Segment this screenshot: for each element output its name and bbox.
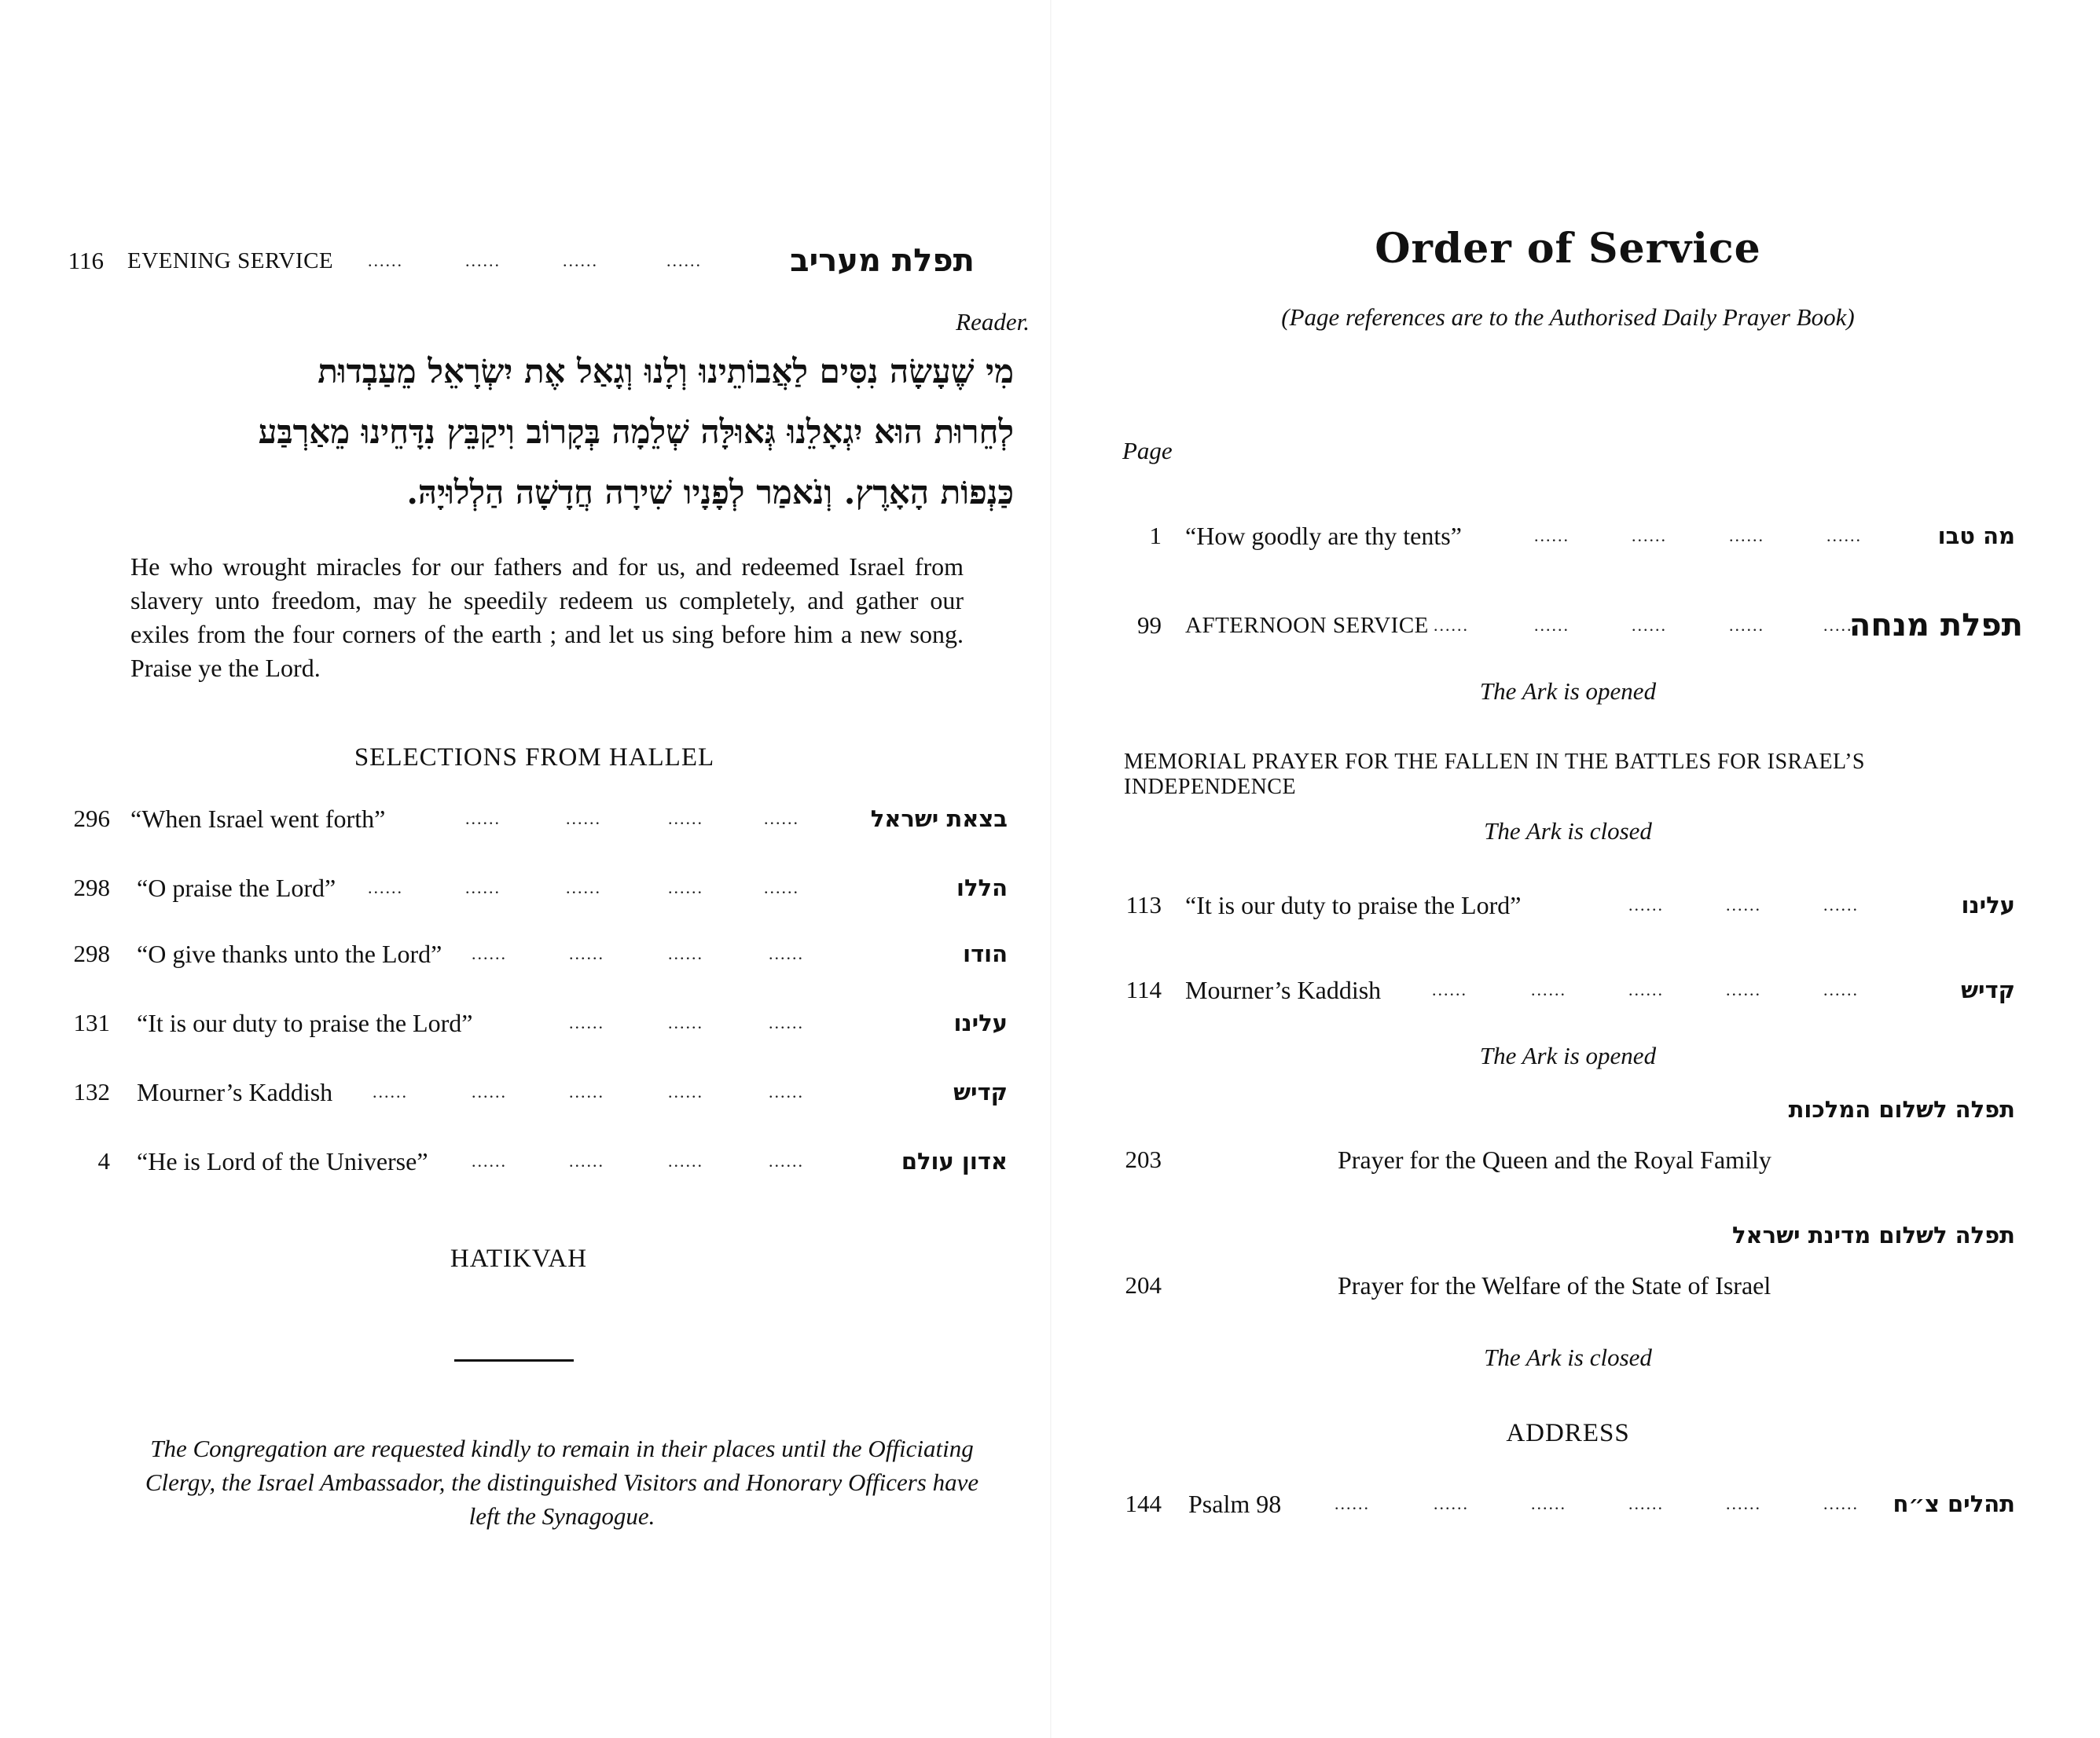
item-english: “When Israel went forth”	[130, 805, 386, 833]
leader-dots: ......	[569, 944, 604, 963]
list-item	[55, 930, 1008, 977]
leader-dots: ......	[666, 251, 702, 270]
closing-note: The Congregation are requested kindly to remain in their places until the Officiating Clergy, the Israel Ambassador, the distinguished Visitors and Honorary Officers have left the Synagogue.	[145, 1435, 979, 1530]
item-hebrew: אדון עולם	[901, 1148, 1008, 1175]
ark-closed-note: The Ark is closed	[1484, 1344, 1652, 1371]
leader-dots: ......	[764, 878, 799, 897]
header-title-hebrew: תפלת מעריב	[790, 243, 975, 279]
leader-dots: ......	[769, 1082, 804, 1102]
leader-dots: ......	[1628, 1494, 1664, 1513]
prayer-queen-hebrew: תפלה לשלום המלכות	[1788, 1096, 2015, 1123]
leader-dots: ......	[1823, 1494, 1859, 1513]
item-page: 132	[73, 1078, 110, 1106]
leader-dots: ......	[472, 944, 507, 963]
item-page: 204	[1125, 1271, 1162, 1299]
item-hebrew: בצאת ישראל	[870, 805, 1008, 832]
leader-dots: ......	[769, 1151, 804, 1171]
leader-dots: ......	[1823, 615, 1859, 635]
leader-dots: ......	[1531, 1494, 1566, 1513]
list-item	[1116, 602, 2023, 649]
blessing-line: כַּנְפוֹת הָאָרֶץ. וְנֹאמַר לְפָנָיו שִׁירָה חֲדָשָׁה הַלְלוּיָהּ.	[406, 473, 1014, 512]
blessing-translation: He who wrought miracles for our fathers and for us, and redeemed Israel from slavery unto freedom, may he speedily redeem us completely, and gather our exiles from the four corners of the earth ; and let us sing before him a new song. Praise ye the Lord.	[130, 552, 964, 682]
order-of-service-title: Order of Service	[1375, 225, 1761, 273]
item-english: “It is our duty to praise the Lord”	[1185, 891, 1522, 919]
leader-dots: ......	[1632, 615, 1667, 635]
ark-opened-note: The Ark is opened	[1479, 1042, 1657, 1069]
page-column-label: Page	[1122, 437, 1173, 464]
leader-dots: ......	[569, 1151, 604, 1171]
item-page: 203	[1125, 1146, 1162, 1173]
subtitle: (Page references are to the Authorised Daily Prayer Book)	[1281, 303, 1855, 331]
blessing-line: מִי שֶׁעָשָׂה נִסִּים לַאֲבוֹתֵינוּ וְלָנוּ וְגָאַל אֶת יִשְׂרָאֵל מֵעַבְדוּת	[318, 352, 1014, 390]
list-item	[1116, 1262, 2020, 1309]
list-item	[1116, 1136, 2020, 1183]
item-english: Mourner’s Kaddish	[137, 1078, 333, 1106]
leader-dots: ......	[668, 878, 703, 897]
leader-dots: ......	[566, 808, 601, 828]
leader-dots: ......	[368, 878, 403, 897]
leader-dots: ......	[465, 878, 501, 897]
list-item	[55, 1138, 1008, 1185]
leader-dots: ......	[1434, 615, 1469, 635]
leader-dots: ......	[764, 808, 799, 828]
hatikvah-heading: HATIKVAH	[450, 1245, 588, 1273]
divider-rule	[454, 1359, 574, 1362]
item-english: AFTERNOON SERVICE	[1185, 613, 1429, 638]
item-hebrew: תהלים צ״ח	[1893, 1490, 2015, 1517]
leader-dots: ......	[472, 1151, 507, 1171]
leader-dots: ......	[668, 1082, 703, 1102]
item-page: 113	[1125, 891, 1162, 918]
leader-dots: ......	[472, 1082, 507, 1102]
item-hebrew: הללו	[956, 874, 1008, 901]
item-english: “It is our duty to praise the Lord”	[137, 1009, 473, 1037]
leader-dots: ......	[668, 1013, 703, 1032]
item-hebrew: מה טבו	[1937, 522, 2015, 549]
item-hebrew: הודו	[963, 940, 1008, 967]
leader-dots: ......	[1823, 980, 1859, 999]
leader-dots: ......	[1534, 615, 1569, 635]
hallel-heading: SELECTIONS FROM HALLEL	[354, 743, 715, 772]
left-page	[55, 0, 1030, 1738]
memorial-prayer: MEMORIAL PRAYER FOR THE FALLEN IN THE BATTLES FOR ISRAEL’S INDEPENDENCE	[1124, 750, 1865, 799]
item-english: Psalm 98	[1188, 1490, 1282, 1518]
item-page: 144	[1125, 1490, 1162, 1517]
item-page: 298	[73, 940, 110, 967]
item-page: 1	[1149, 522, 1162, 549]
leader-dots: ......	[769, 944, 804, 963]
leader-dots: ......	[1726, 980, 1761, 999]
ark-opened-note: The Ark is opened	[1479, 677, 1657, 705]
right-page	[1116, 0, 2023, 1738]
item-english: “O give thanks unto the Lord”	[137, 940, 442, 968]
leader-dots: ......	[1729, 615, 1764, 635]
page-number: 116	[68, 247, 104, 274]
blessing-line: לְחֵרוּת הוּא יִגְאָלֵנוּ גְּאוּלָּה שְׁלֵמָה בְּקָרוֹב וִיקַבֵּץ נִדָּחֵינוּ מֵאַרְבַּע	[258, 412, 1014, 451]
item-hebrew: קדיש	[1961, 977, 2015, 1003]
prayer-israel-hebrew: תפלה לשלום מדינת ישראל	[1731, 1222, 2015, 1248]
item-english: Prayer for the Welfare of the State of Israel	[1338, 1271, 1771, 1300]
item-english: “He is Lord of the Universe”	[137, 1147, 428, 1175]
leader-dots: ......	[563, 251, 598, 270]
leader-dots: ......	[1335, 1494, 1370, 1513]
leader-dots: ......	[668, 1151, 703, 1171]
leader-dots: ......	[1726, 895, 1761, 915]
item-english: Mourner’s Kaddish	[1185, 976, 1382, 1004]
list-item	[55, 999, 1008, 1047]
address-heading: ADDRESS	[1506, 1419, 1630, 1447]
leader-dots: ......	[373, 1082, 408, 1102]
item-english: Prayer for the Queen and the Royal Family	[1338, 1146, 1771, 1174]
item-english: “O praise the Lord”	[137, 874, 336, 902]
leader-dots: ......	[1534, 526, 1569, 545]
leader-dots: ......	[368, 251, 403, 270]
item-page: 296	[73, 805, 110, 832]
item-hebrew: עלינו	[1961, 892, 2015, 918]
leader-dots: ......	[1531, 980, 1566, 999]
ark-closed-note: The Ark is closed	[1484, 817, 1652, 845]
item-page: 4	[97, 1147, 110, 1175]
list-item	[55, 864, 1008, 911]
leader-dots: ......	[1826, 526, 1862, 545]
leader-dots: ......	[1434, 1494, 1469, 1513]
page-header	[55, 237, 975, 284]
list-item	[1116, 1480, 2020, 1527]
header-title-english: EVENING SERVICE	[127, 248, 334, 273]
item-page: 298	[73, 874, 110, 901]
leader-dots: ......	[465, 251, 501, 270]
list-item	[55, 795, 1008, 842]
leader-dots: ......	[668, 944, 703, 963]
list-item	[1116, 966, 2020, 1014]
leader-dots: ......	[465, 808, 501, 828]
reader-label: Reader.	[956, 308, 1030, 336]
item-page: 114	[1125, 976, 1162, 1003]
leader-dots: ......	[569, 1013, 604, 1032]
leader-dots: ......	[1729, 526, 1764, 545]
list-item	[55, 1069, 1008, 1116]
leader-dots: ......	[668, 808, 703, 828]
item-hebrew: תפלת מנחה	[1849, 607, 2023, 644]
page-fold	[1050, 0, 1052, 1738]
list-item	[1116, 882, 2020, 929]
list-item	[1116, 512, 2020, 559]
leader-dots: ......	[1432, 980, 1467, 999]
leader-dots: ......	[1726, 1494, 1761, 1513]
hebrew-blessing	[141, 341, 1014, 522]
item-page: 131	[73, 1009, 110, 1036]
leader-dots: ......	[1632, 526, 1667, 545]
leader-dots: ......	[769, 1013, 804, 1032]
leader-dots: ......	[1823, 895, 1859, 915]
item-hebrew: קדיש	[953, 1079, 1008, 1106]
item-hebrew: עלינו	[953, 1010, 1008, 1036]
item-english: “How goodly are thy tents”	[1185, 522, 1462, 550]
leader-dots: ......	[566, 878, 601, 897]
leader-dots: ......	[1628, 895, 1664, 915]
item-page: 99	[1137, 611, 1162, 639]
leader-dots: ......	[1628, 980, 1664, 999]
leader-dots: ......	[569, 1082, 604, 1102]
